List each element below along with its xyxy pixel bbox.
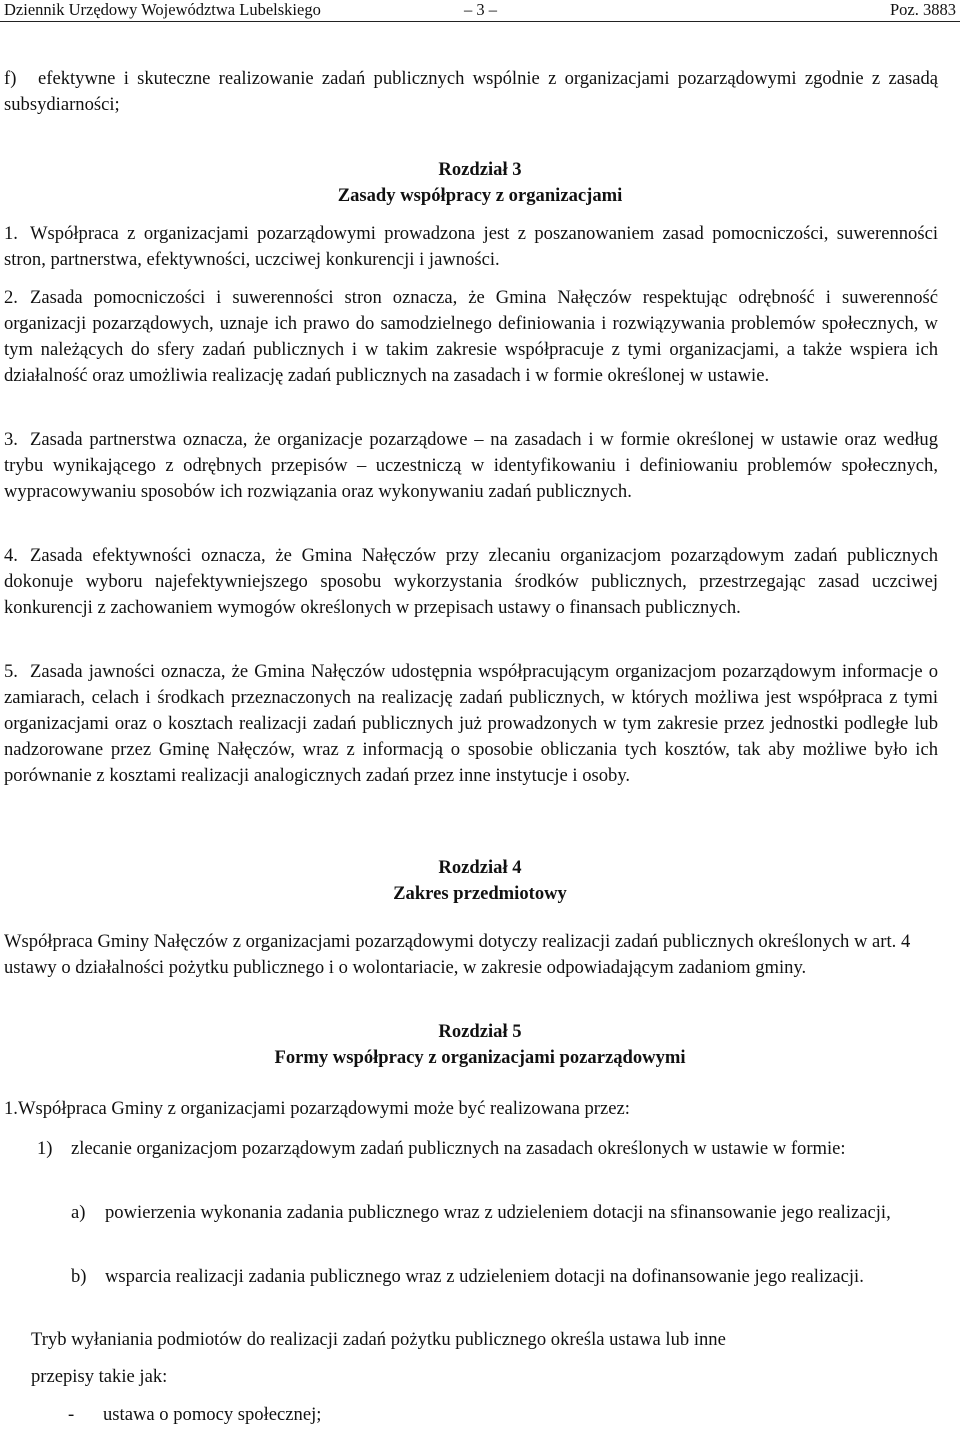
- list-item-text: powierzenia wykonania zadania publicznego wraz z udzieleniem dotacji na sfinansowanie jego realizacji,: [105, 1202, 891, 1223]
- paragraph-number: 1.: [4, 223, 18, 244]
- list-item-text: ustawa o pomocy społecznej;: [103, 1404, 322, 1425]
- list-item-1: [37, 1136, 938, 1162]
- paragraph-text: Współpraca z organizacjami pozarządowymi prowadzona jest z poszanowaniem zasad pomocniczości, suwerenności stron, partnerstwa, efektywności, uczciwej konkurencji i jawności.: [4, 223, 938, 270]
- paragraph-4: [4, 543, 938, 621]
- paragraph-1: [4, 221, 938, 273]
- journal-title: Dziennik Urzędowy Województwa Lubelskiego: [4, 0, 321, 19]
- chapter-5-lead: 1.Współpraca Gminy z organizacjami pozarządowymi może być realizowana przez:: [4, 1098, 630, 1119]
- page-header: [0, 0, 960, 22]
- paragraph-3: [4, 427, 938, 505]
- dash-list-item: [68, 1402, 928, 1428]
- list-item-text: wsparcia realizacji zadania publicznego wraz z udzieleniem dotacji na dofinansowanie jego realizacji.: [105, 1266, 864, 1287]
- paragraph-text: Zasada jawności oznacza, że Gmina Nałęczów udostępnia współpracującym organizacjom pozarządowym informacje o zamiarach, celach i środkach przeznaczonych na realizację zadań publicznych, w których możliwa jest współpraca z tymi organizacjami oraz o kosztach realizacji zadań publicznych już prowadzonych w tym zakresie przez jednostki podległe lub nadzorowane przez Gminę Nałęczów, wraz z informacją o sposobie obliczania tych kosztów, tak aby możliwe było ich porównanie z kosztami realizacji analogicznych zadań przez inne instytucje i osoby.: [4, 661, 938, 786]
- paragraph-number: 2.: [4, 287, 18, 308]
- list-item-text: efektywne i skuteczne realizowanie zadań publicznych wspólnie z organizacjami pozarządowymi zgodnie z zasadą subsydiarności;: [4, 68, 938, 115]
- paragraph-2: [4, 285, 938, 389]
- intro-list-item: [4, 66, 938, 118]
- chapter-3-title: Zasady współpracy z organizacjami: [337, 185, 623, 206]
- chapter-5-title: Formy współpracy z organizacjami pozarządowymi: [274, 1047, 686, 1068]
- list-item-a: [71, 1200, 940, 1226]
- position-number: Poz. 3883: [890, 0, 956, 19]
- list-item-b: [71, 1264, 940, 1290]
- paragraph-5: [4, 659, 938, 789]
- chapter-5-number: Rozdział 5: [438, 1021, 522, 1042]
- paragraph-text: Zasada efektywności oznacza, że Gmina Nałęczów przy zlecaniu organizacjom pozarządowym zadań publicznych dokonuje wyboru najefektywniejszego sposobu wykorzystania środków publicznych, przestrzegając zasad uczciwej konkurencji z zachowaniem wymogów określonych w przepisach ustawy o finansach publicznych.: [4, 545, 938, 618]
- chapter-4-text: Współpraca Gminy Nałęczów z organizacjami pozarządowymi dotyczy realizacji zadań publicznych określonych w art. 4 ustawy o działalności pożytku publicznego i o wolontariacie, w zakresie odpowiadającym zadaniom gminy.: [4, 931, 911, 978]
- list-item-text: zlecanie organizacjom pozarządowym zadań publicznych na zasadach określonych w ustawie w formie:: [71, 1138, 846, 1159]
- paragraph-number: 4.: [4, 545, 18, 566]
- tryb-line-1: Tryb wyłaniania podmiotów do realizacji zadań pożytku publicznego określa ustawa lub inne: [31, 1329, 726, 1350]
- paragraph-text: Zasada pomocniczości i suwerenności stron oznacza, że Gmina Nałęczów respektując odrębność i suwerenność organizacji pozarządowych, uznaje ich prawo do samodzielnego definiowania i rozwiązywania problemów społecznych, w tym należących do sfery zadań publicznych i w takim zakresie współpracuje z tymi organizacjami, a także wspiera ich działalność oraz umożliwia realizację zadań publicznych na zasadach i w formie określonej w ustawie.: [4, 287, 938, 386]
- list-marker: b): [71, 1266, 87, 1287]
- list-marker: f): [4, 68, 17, 89]
- header-rule: [0, 21, 960, 22]
- tryb-line-2: przepisy takie jak:: [31, 1366, 168, 1387]
- list-marker: -: [68, 1404, 75, 1425]
- paragraph-text: Zasada partnerstwa oznacza, że organizacje pozarządowe – na zasadach i w formie określonej w ustawie oraz według trybu wynikającego z odrębnych przepisów – uczestniczą w identyfikowaniu i definiowaniu problemów społecznych, wypracowywaniu sposobów ich rozwiązania oraz wykonywaniu zadań publicznych.: [4, 429, 938, 502]
- chapter-3-number: Rozdział 3: [438, 159, 522, 180]
- list-marker: a): [71, 1202, 86, 1223]
- chapter-4-title: Zakres przedmiotowy: [393, 883, 567, 904]
- page-number: – 3 –: [464, 0, 497, 19]
- paragraph-number: 3.: [4, 429, 18, 450]
- paragraph-number: 5.: [4, 661, 18, 682]
- list-marker: 1): [37, 1138, 53, 1159]
- chapter-4-number: Rozdział 4: [438, 857, 522, 878]
